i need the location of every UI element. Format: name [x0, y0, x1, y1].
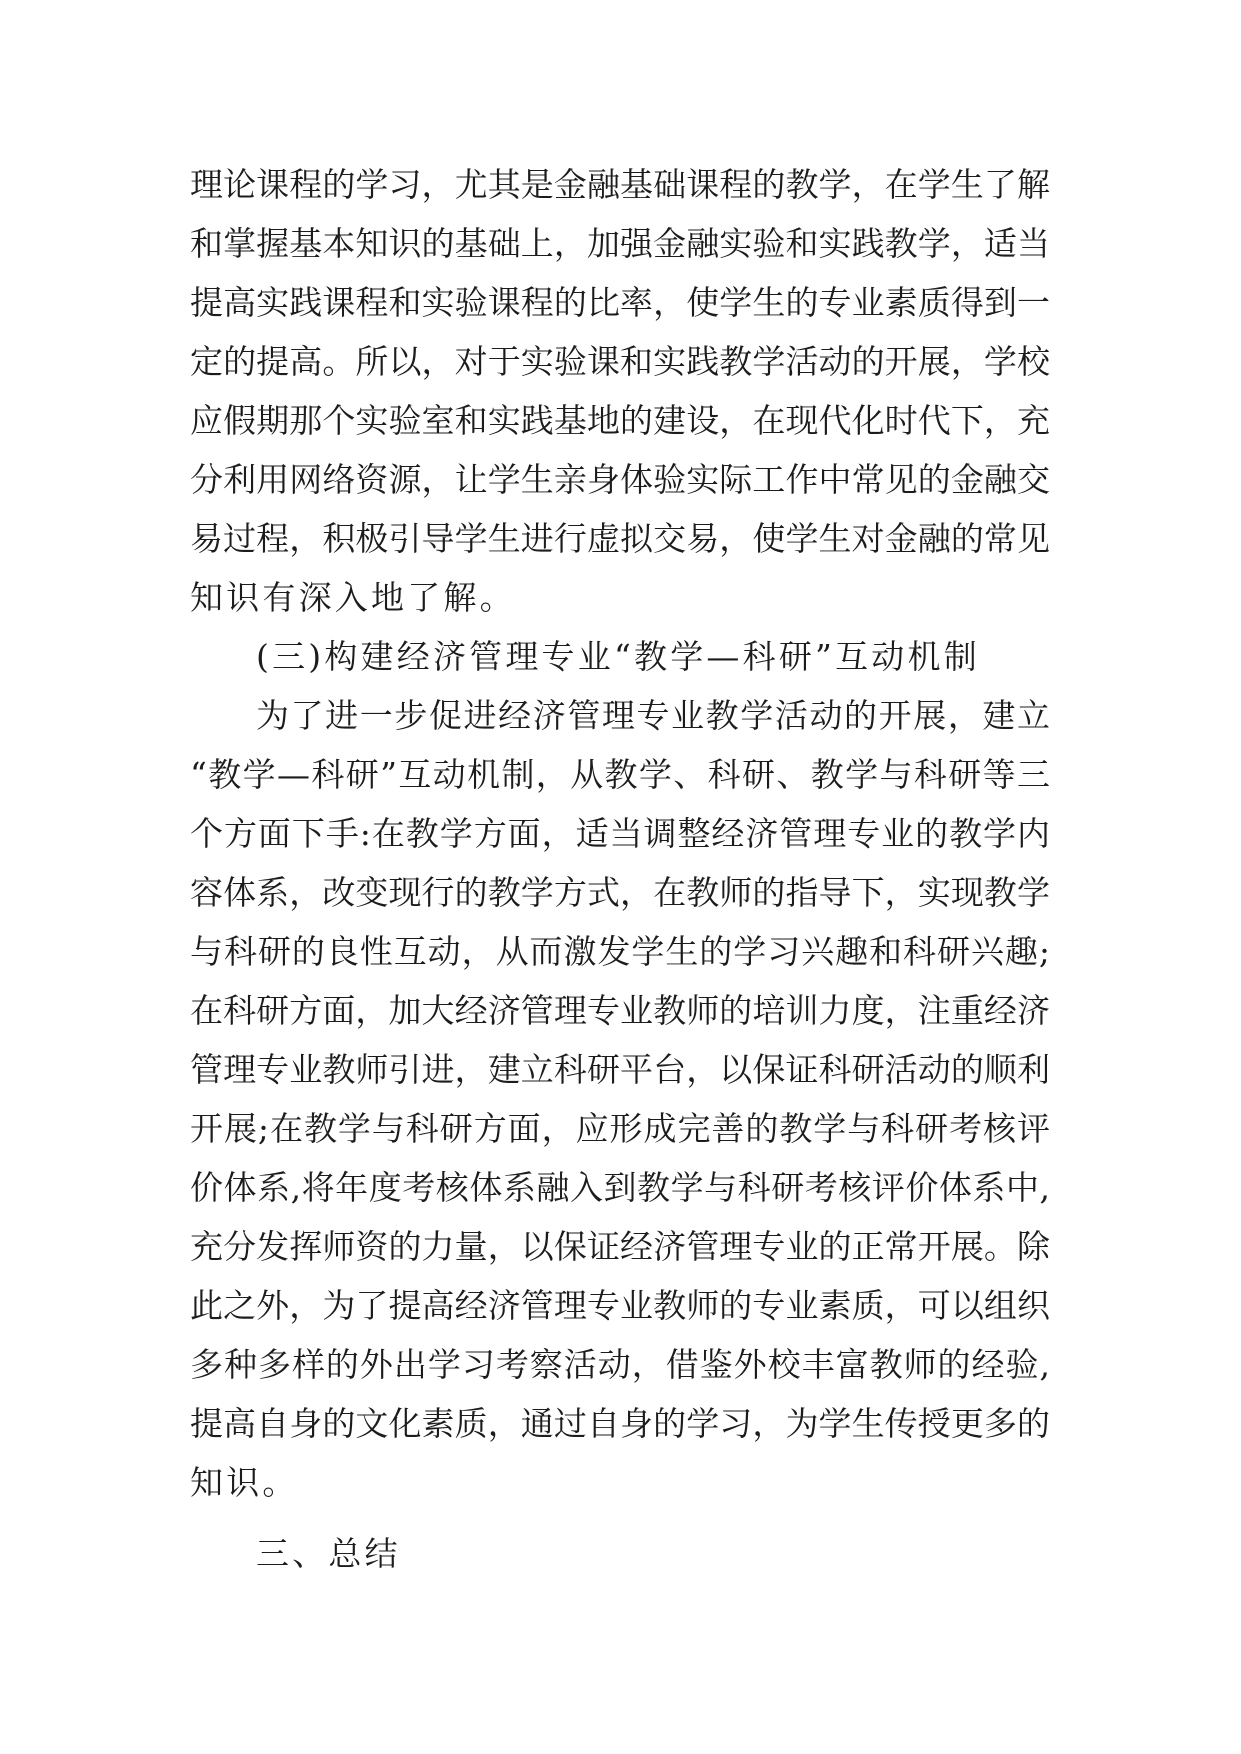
- text-line: 充分发挥师资的力量，以保证经济管理专业的正常开展。除: [190, 1227, 1050, 1266]
- text-line: 知识有深入地了解。: [190, 578, 516, 617]
- text-line: 定的提高。所以，对于实验课和实践教学活动的开展，学校: [190, 342, 1050, 381]
- text-line: 应假期那个实验室和实践基地的建设，在现代化时代下，充: [190, 401, 1050, 440]
- text-line: 个方面下手:在教学方面，适当调整经济管理专业的教学内: [190, 814, 1050, 853]
- text-line: 容体系，改变现行的教学方式，在教师的指导下，实现教学: [190, 873, 1050, 912]
- text-line: 开展;在教学与科研方面，应形成完善的教学与科研考核评: [190, 1109, 1050, 1148]
- text-line: 多种多样的外出学习考察活动，借鉴外校丰富教师的经验,: [190, 1345, 1050, 1384]
- text-line: 管理专业教师引进，建立科研平台，以保证科研活动的顺利: [190, 1050, 1050, 1089]
- text-line: 价体系,将年度考核体系融入到教学与科研考核评价体系中,: [190, 1168, 1050, 1207]
- text-line: 分利用网络资源，让学生亲身体验实际工作中常见的金融交: [190, 460, 1050, 499]
- text-line: 提高自身的文化素质，通过自身的学习，为学生传授更多的: [190, 1404, 1050, 1443]
- text-line: 提高实践课程和实验课程的比率，使学生的专业素质得到一: [190, 283, 1050, 322]
- text-line: 为了进一步促进经济管理专业教学活动的开展，建立: [256, 696, 1050, 735]
- text-line: 与科研的良性互动，从而激发学生的学习兴趣和科研兴趣;: [190, 932, 1050, 971]
- section-heading: 三、总结: [256, 1534, 401, 1573]
- subheading: (三)构建经济管理专业“教学—科研”互动机制: [256, 637, 980, 676]
- text-line: 知识。: [190, 1463, 299, 1502]
- text-line: “教学—科研”互动机制，从教学、科研、教学与科研等三: [190, 755, 1050, 794]
- text-line: 此之外，为了提高经济管理专业教师的专业素质，可以组织: [190, 1286, 1050, 1325]
- text-line: 理论课程的学习，尤其是金融基础课程的教学，在学生了解: [190, 165, 1050, 204]
- text-line: 在科研方面，加大经济管理专业教师的培训力度，注重经济: [190, 991, 1050, 1030]
- paragraph-2: [190, 686, 1050, 1512]
- paragraph-1: [190, 155, 1050, 627]
- document-body: [190, 155, 1050, 1583]
- text-line: 易过程，积极引导学生进行虚拟交易，使学生对金融的常见: [190, 519, 1050, 558]
- text-line: 和掌握基本知识的基础上，加强金融实验和实践教学，适当: [190, 224, 1050, 263]
